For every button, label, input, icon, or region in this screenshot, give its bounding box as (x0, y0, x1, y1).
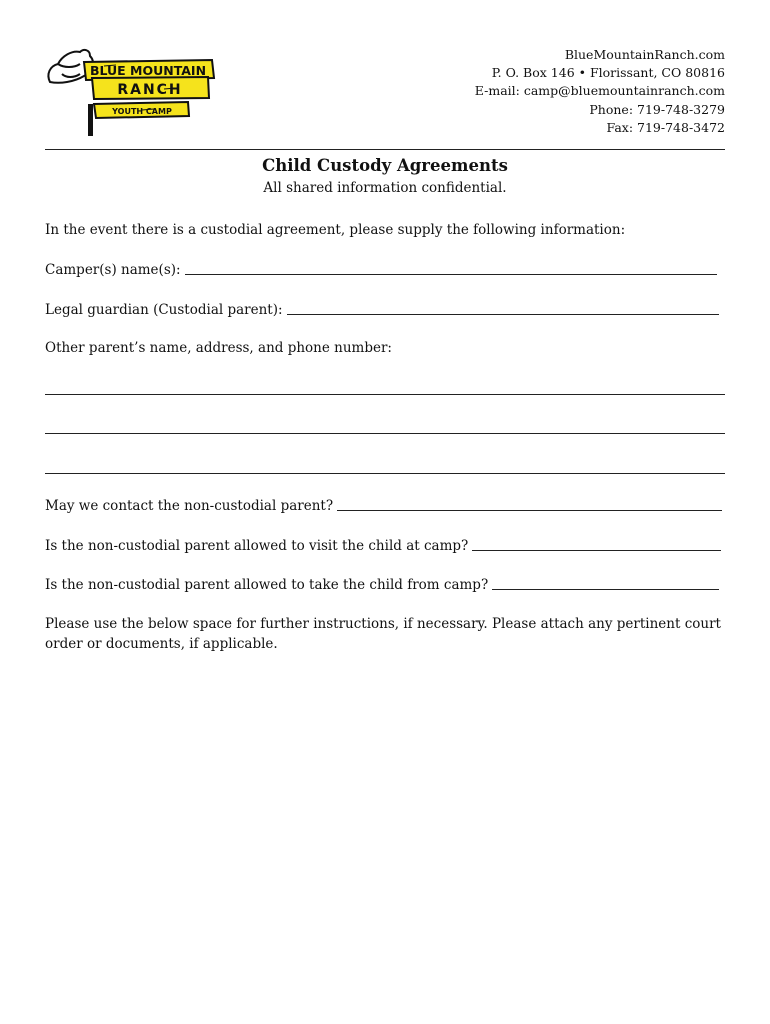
blue-mountain-ranch-logo (44, 44, 216, 136)
intro-text: In the event there is a custodial agreement, please supply the following information: (45, 222, 626, 238)
form-subtitle: All shared information confidential. (263, 180, 507, 196)
mailing-address: P. O. Box 146 • Florissant, CO 80816 (491, 65, 725, 81)
other-parent-line-2[interactable] (45, 433, 725, 434)
logo-line-2: RANCH (117, 82, 183, 98)
legal-guardian-label: Legal guardian (Custodial parent): (45, 302, 283, 318)
legal-guardian-field (45, 300, 719, 318)
other-parent-line-1[interactable] (45, 394, 725, 395)
website-link[interactable]: BlueMountainRanch.com (564, 47, 725, 62)
take-permission-field (45, 575, 719, 593)
take-permission-label: Is the non-custodial parent allowed to take the child from camp? (45, 577, 489, 593)
email-address[interactable]: E-mail: camp@bluemountainranch.com (474, 83, 725, 99)
camper-names-field (45, 260, 717, 278)
camper-names-label: Camper(s) name(s): (45, 262, 181, 278)
further-instructions-text: Please use the below space for further instructions, if necessary. Please attach any pertinent court order or documents, if applicable. (45, 616, 721, 652)
contact-non-custodial-field (45, 496, 722, 514)
contact-non-custodial-input[interactable] (337, 496, 722, 511)
fax-number: Fax: 719-748-3472 (606, 119, 725, 135)
other-parent-line-3[interactable] (45, 473, 725, 474)
logo-line-1: BLUE MOUNTAIN (89, 63, 207, 78)
form-title: Child Custody Agreements (262, 156, 508, 175)
visit-permission-label: Is the non-custodial parent allowed to visit the child at camp? (45, 538, 469, 554)
visit-permission-field (45, 536, 721, 554)
other-parent-label: Other parent’s name, address, and phone number: (45, 340, 392, 356)
visit-permission-input[interactable] (472, 536, 721, 551)
logo-line-3: YOUTH CAMP (112, 107, 172, 116)
further-instructions-area[interactable] (45, 660, 725, 980)
camper-names-input[interactable] (185, 260, 717, 275)
phone-number: Phone: 719-748-3279 (589, 101, 725, 117)
legal-guardian-input[interactable] (287, 300, 719, 315)
header-divider (45, 149, 725, 150)
contact-non-custodial-label: May we contact the non-custodial parent? (45, 498, 334, 514)
contact-info (475, 46, 725, 137)
take-permission-input[interactable] (492, 575, 719, 590)
